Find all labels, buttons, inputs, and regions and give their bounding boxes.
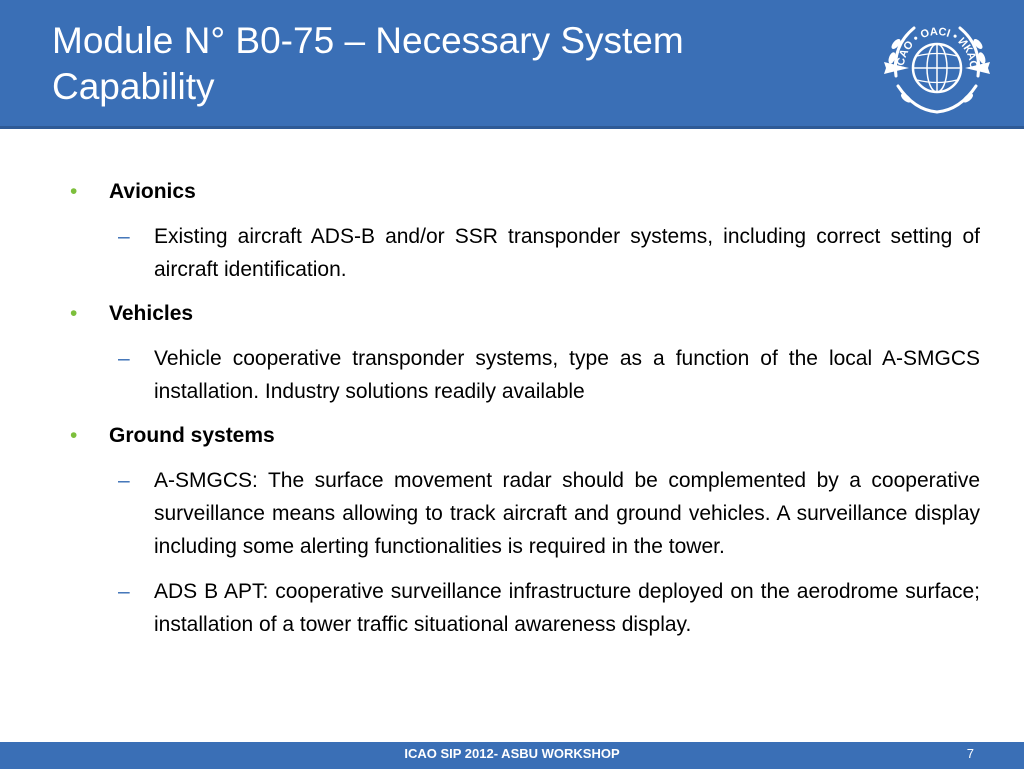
section-item: [118, 220, 980, 286]
icao-emblem-icon: [874, 6, 1000, 122]
section-heading-ground-systems: [70, 420, 980, 452]
slide-body: [70, 176, 980, 653]
footer-bar: [0, 741, 1024, 769]
page-number: 7: [966, 746, 974, 761]
bullet-icon: •: [70, 180, 78, 203]
dash-icon: –: [118, 225, 130, 248]
section-item: [118, 342, 980, 408]
section-item: [118, 575, 980, 641]
section-heading-label: Avionics: [109, 180, 196, 203]
section-heading-label: Ground systems: [109, 424, 275, 447]
bullet-icon: •: [70, 424, 78, 447]
dash-icon: –: [118, 469, 130, 492]
section-item: [118, 464, 980, 563]
title-bar: [0, 0, 1024, 126]
header-divider: [0, 126, 1024, 129]
dash-icon: –: [118, 347, 130, 370]
bullet-icon: •: [70, 302, 78, 325]
footer-title: ICAO SIP 2012- ASBU WORKSHOP: [404, 746, 620, 761]
section-heading-vehicles: [70, 298, 980, 330]
svg-text:ICAO • OACI • ИКАО: ICAO • OACI • ИКАО: [894, 25, 980, 70]
section-item-text: A-SMGCS: The surface movement radar should be complemented by a cooperative surveillance means allowing to track aircraft and ground vehicles. A surveillance display including some alerting functionalities is required in the tower.: [154, 469, 980, 558]
dash-icon: –: [118, 580, 130, 603]
section-item-text: Existing aircraft ADS-B and/or SSR transponder systems, including correct setting of aircraft identification.: [154, 225, 980, 281]
section-item-text: Vehicle cooperative transponder systems, type as a function of the local A-SMGCS installation. Industry solutions readily available: [154, 347, 980, 403]
section-heading-label: Vehicles: [109, 302, 194, 325]
section-heading-avionics: [70, 176, 980, 208]
icao-logo: [874, 6, 1000, 122]
section-item-text: ADS B APT: cooperative surveillance infrastructure deployed on the aerodrome surface; installation of a tower traffic situational awareness display.: [154, 580, 980, 636]
slide-title: Module N° B0-75 – Necessary System Capability: [52, 20, 684, 107]
